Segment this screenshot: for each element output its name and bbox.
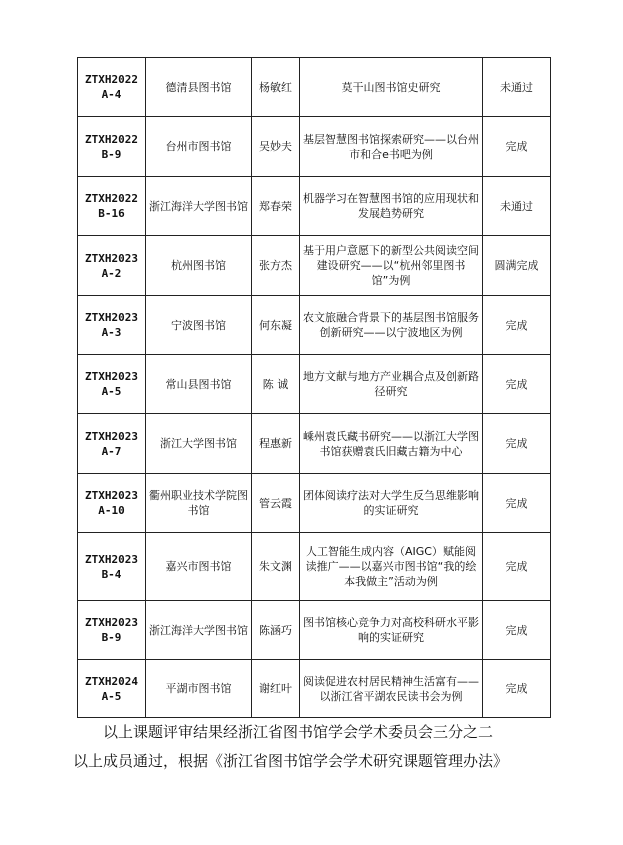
results-table-body xyxy=(78,58,551,718)
leader-cell: 何东凝 xyxy=(252,296,300,355)
project-title-cell: 农文旅融合背景下的基层图书馆服务创新研究——以宁波地区为例 xyxy=(300,296,483,355)
table-row xyxy=(78,177,551,236)
paragraph-line-2: 以上成员通过，根据《浙江省图书馆学会学术研究课题管理办法》 xyxy=(73,752,509,770)
result-cell: 圆满完成 xyxy=(483,236,551,296)
leader-cell: 管云霞 xyxy=(252,474,300,533)
result-cell: 完成 xyxy=(483,601,551,660)
table-row xyxy=(78,236,551,296)
leader-cell: 郑春荣 xyxy=(252,177,300,236)
project-title-cell: 莫干山图书馆史研究 xyxy=(300,58,483,117)
institution-cell: 浙江海洋大学图书馆 xyxy=(146,601,252,660)
leader-cell: 张方杰 xyxy=(252,236,300,296)
project-title-cell: 阅读促进农村居民精神生活富有——以浙江省平湖农民读书会为例 xyxy=(300,660,483,718)
project-title-cell: 团体阅读疗法对大学生反刍思维影响的实证研究 xyxy=(300,474,483,533)
project-code-cell: ZTXH2023 B-4 xyxy=(78,533,146,601)
result-cell: 完成 xyxy=(483,414,551,474)
project-title-cell: 基于用户意愿下的新型公共阅读空间建设研究——以“杭州邻里图书馆”为例 xyxy=(300,236,483,296)
institution-cell: 德清县图书馆 xyxy=(146,58,252,117)
project-title-cell: 人工智能生成内容（AIGC）赋能阅读推广——以嘉兴市图书馆“我的绘本我做主”活动为例 xyxy=(300,533,483,601)
project-code-cell: ZTXH2023 B-9 xyxy=(78,601,146,660)
institution-cell: 浙江大学图书馆 xyxy=(146,414,252,474)
institution-cell: 衢州职业技术学院图书馆 xyxy=(146,474,252,533)
project-code-cell: ZTXH2023 A-7 xyxy=(78,414,146,474)
leader-cell: 谢红叶 xyxy=(252,660,300,718)
leader-cell: 杨敏红 xyxy=(252,58,300,117)
table-row xyxy=(78,474,551,533)
result-cell: 完成 xyxy=(483,660,551,718)
project-code-cell: ZTXH2023 A-3 xyxy=(78,296,146,355)
leader-cell: 朱文渊 xyxy=(252,533,300,601)
result-cell: 完成 xyxy=(483,533,551,601)
leader-cell: 陈涵巧 xyxy=(252,601,300,660)
leader-cell: 陈 诚 xyxy=(252,355,300,414)
institution-cell: 常山县图书馆 xyxy=(146,355,252,414)
leader-cell: 程惠新 xyxy=(252,414,300,474)
project-code-cell: ZTXH2023 A-10 xyxy=(78,474,146,533)
results-table xyxy=(77,57,551,718)
project-title-cell: 地方文献与地方产业耦合点及创新路径研究 xyxy=(300,355,483,414)
institution-cell: 宁波图书馆 xyxy=(146,296,252,355)
project-code-cell: ZTXH2024 A-5 xyxy=(78,660,146,718)
result-cell: 完成 xyxy=(483,355,551,414)
project-code-cell: ZTXH2023 A-5 xyxy=(78,355,146,414)
project-title-cell: 嵊州袁氏藏书研究——以浙江大学图书馆获赠袁氏旧藏古籍为中心 xyxy=(300,414,483,474)
project-code-cell: ZTXH2022 A-4 xyxy=(78,58,146,117)
project-code-cell: ZTXH2022 B-9 xyxy=(78,117,146,177)
result-cell: 完成 xyxy=(483,117,551,177)
table-row xyxy=(78,601,551,660)
result-cell: 完成 xyxy=(483,296,551,355)
table-row xyxy=(78,355,551,414)
table-row xyxy=(78,58,551,117)
table-row xyxy=(78,660,551,718)
result-cell: 完成 xyxy=(483,474,551,533)
paragraph-line-1: 以上课题评审结果经浙江省图书馆学会学术委员会三分之二 xyxy=(103,723,494,741)
project-code-cell: ZTXH2022 B-16 xyxy=(78,177,146,236)
leader-cell: 吴妙夫 xyxy=(252,117,300,177)
institution-cell: 平湖市图书馆 xyxy=(146,660,252,718)
project-title-cell: 基层智慧图书馆探索研究——以台州市和合e书吧为例 xyxy=(300,117,483,177)
table-row xyxy=(78,414,551,474)
table-row xyxy=(78,296,551,355)
project-code-cell: ZTXH2023 A-2 xyxy=(78,236,146,296)
result-cell: 未通过 xyxy=(483,177,551,236)
institution-cell: 浙江海洋大学图书馆 xyxy=(146,177,252,236)
result-cell: 未通过 xyxy=(483,58,551,117)
table-row xyxy=(78,533,551,601)
institution-cell: 嘉兴市图书馆 xyxy=(146,533,252,601)
project-title-cell: 机器学习在智慧图书馆的应用现状和发展趋势研究 xyxy=(300,177,483,236)
table-row xyxy=(78,117,551,177)
project-title-cell: 图书馆核心竞争力对高校科研水平影响的实证研究 xyxy=(300,601,483,660)
institution-cell: 台州市图书馆 xyxy=(146,117,252,177)
institution-cell: 杭州图书馆 xyxy=(146,236,252,296)
